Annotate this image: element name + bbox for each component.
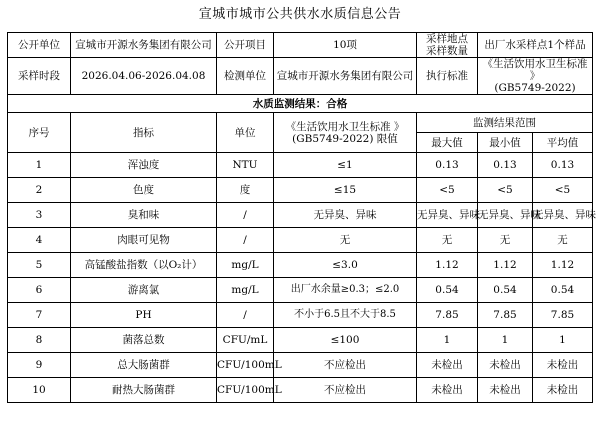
cell-avg: 无异臭、异味: [533, 203, 593, 228]
cell-unit: /: [217, 228, 274, 253]
cell-min: 未检出: [478, 378, 533, 403]
cell-min: 7.85: [478, 303, 533, 328]
cell-max: 1.12: [417, 253, 478, 278]
header-row-1: [8, 113, 593, 133]
cell-unit: mg/L: [217, 253, 274, 278]
cell-limit: 不应检出: [274, 378, 417, 403]
cell-limit: ≤3.0: [274, 253, 417, 278]
cell-no: 2: [8, 178, 71, 203]
cell-min: 1.12: [478, 253, 533, 278]
cell-indicator: 菌落总数: [71, 328, 217, 353]
testing-unit-value: 宣城市开源水务集团有限公司: [274, 58, 417, 95]
cell-no: 5: [8, 253, 71, 278]
table-row: [8, 353, 593, 378]
cell-avg: 1.12: [533, 253, 593, 278]
cell-indicator: 高锰酸盐指数（以O₂计）: [71, 253, 217, 278]
cell-no: 7: [8, 303, 71, 328]
info-row-1: [8, 33, 593, 58]
cell-min: 无异臭、异味: [478, 203, 533, 228]
cell-indicator: 耐热大肠菌群: [71, 378, 217, 403]
cell-indicator: 总大肠菌群: [71, 353, 217, 378]
label-publish-item: 公开项目: [217, 33, 274, 58]
cell-no: 8: [8, 328, 71, 353]
cell-min: 无: [478, 228, 533, 253]
header-unit: 单位: [217, 113, 274, 153]
label-sample-point: 采样地点 采样数量: [417, 33, 478, 58]
cell-unit: /: [217, 303, 274, 328]
cell-limit: ≤15: [274, 178, 417, 203]
cell-unit: CFU/mL: [217, 328, 274, 353]
cell-indicator: 游离氯: [71, 278, 217, 303]
cell-avg: 未检出: [533, 378, 593, 403]
info-row-2: [8, 58, 593, 95]
header-indicator: 指标: [71, 113, 217, 153]
cell-no: 10: [8, 378, 71, 403]
table-row: [8, 303, 593, 328]
cell-indicator: 肉眼可见物: [71, 228, 217, 253]
label-publish-unit: 公开单位: [8, 33, 71, 58]
cell-avg: 7.85: [533, 303, 593, 328]
sample-point-value: 出厂水采样点1个样品: [478, 33, 593, 58]
header-no: 序号: [8, 113, 71, 153]
result-title: 水质监测结果：合格: [8, 95, 593, 113]
cell-max: 0.54: [417, 278, 478, 303]
table-row: [8, 278, 593, 303]
cell-no: 9: [8, 353, 71, 378]
table-row: [8, 378, 593, 403]
cell-limit: ≤100: [274, 328, 417, 353]
cell-indicator: 浑浊度: [71, 153, 217, 178]
cell-no: 6: [8, 278, 71, 303]
cell-min: 1: [478, 328, 533, 353]
cell-max: 未检出: [417, 378, 478, 403]
label-testing-unit: 检测单位: [217, 58, 274, 95]
cell-unit: 度: [217, 178, 274, 203]
table-row: [8, 253, 593, 278]
cell-indicator: PH: [71, 303, 217, 328]
standard-value: 《生活饮用水卫生标准 》 (GB5749-2022): [478, 58, 593, 95]
publish-item-value: 10项: [274, 33, 417, 58]
table-row: [8, 153, 593, 178]
water-quality-table: [7, 32, 596, 403]
table-row: [8, 203, 593, 228]
cell-unit: NTU: [217, 153, 274, 178]
cell-max: 0.13: [417, 153, 478, 178]
cell-no: 4: [8, 228, 71, 253]
cell-no: 1: [8, 153, 71, 178]
cell-unit: CFU/100mL: [217, 378, 274, 403]
result-title-row: [8, 95, 593, 113]
sample-time-value: 2026.04.06-2026.04.08: [71, 58, 217, 95]
cell-avg: 0.13: [533, 153, 593, 178]
cell-min: 0.54: [478, 278, 533, 303]
cell-limit: 不小于6.5且不大于8.5: [274, 303, 417, 328]
cell-min: 0.13: [478, 153, 533, 178]
table-row: [8, 328, 593, 353]
cell-max: 7.85: [417, 303, 478, 328]
cell-limit: 不应检出: [274, 353, 417, 378]
cell-avg: <5: [533, 178, 593, 203]
cell-unit: /: [217, 203, 274, 228]
cell-indicator: 臭和味: [71, 203, 217, 228]
cell-no: 3: [8, 203, 71, 228]
cell-max: 无异臭、异味: [417, 203, 478, 228]
header-limit: 《生活饮用水卫生标准 》 (GB5749-2022) 限值: [274, 113, 417, 153]
cell-min: 未检出: [478, 353, 533, 378]
publish-unit-value: 宣城市开源水务集团有限公司: [71, 33, 217, 58]
cell-avg: 0.54: [533, 278, 593, 303]
label-standard: 执行标准: [417, 58, 478, 95]
cell-avg: 未检出: [533, 353, 593, 378]
cell-avg: 1: [533, 328, 593, 353]
table-row: [8, 228, 593, 253]
table-row: [8, 178, 593, 203]
cell-limit: 出厂水余量≥0.3；≤2.0: [274, 278, 417, 303]
header-max: 最大值: [417, 133, 478, 153]
cell-indicator: 色度: [71, 178, 217, 203]
cell-unit: mg/L: [217, 278, 274, 303]
page-title: 宣城市城市公共供水水质信息公告: [198, 7, 402, 22]
cell-limit: ≤1: [274, 153, 417, 178]
header-range: 监测结果范围: [417, 113, 593, 133]
cell-avg: 无: [533, 228, 593, 253]
header-avg: 平均值: [533, 133, 593, 153]
cell-min: <5: [478, 178, 533, 203]
label-sample-time: 采样时段: [8, 58, 71, 95]
cell-max: 无: [417, 228, 478, 253]
header-min: 最小值: [478, 133, 533, 153]
cell-limit: 无异臭、异味: [274, 203, 417, 228]
cell-limit: 无: [274, 228, 417, 253]
cell-max: 1: [417, 328, 478, 353]
cell-max: 未检出: [417, 353, 478, 378]
cell-unit: CFU/100mL: [217, 353, 274, 378]
cell-max: <5: [417, 178, 478, 203]
